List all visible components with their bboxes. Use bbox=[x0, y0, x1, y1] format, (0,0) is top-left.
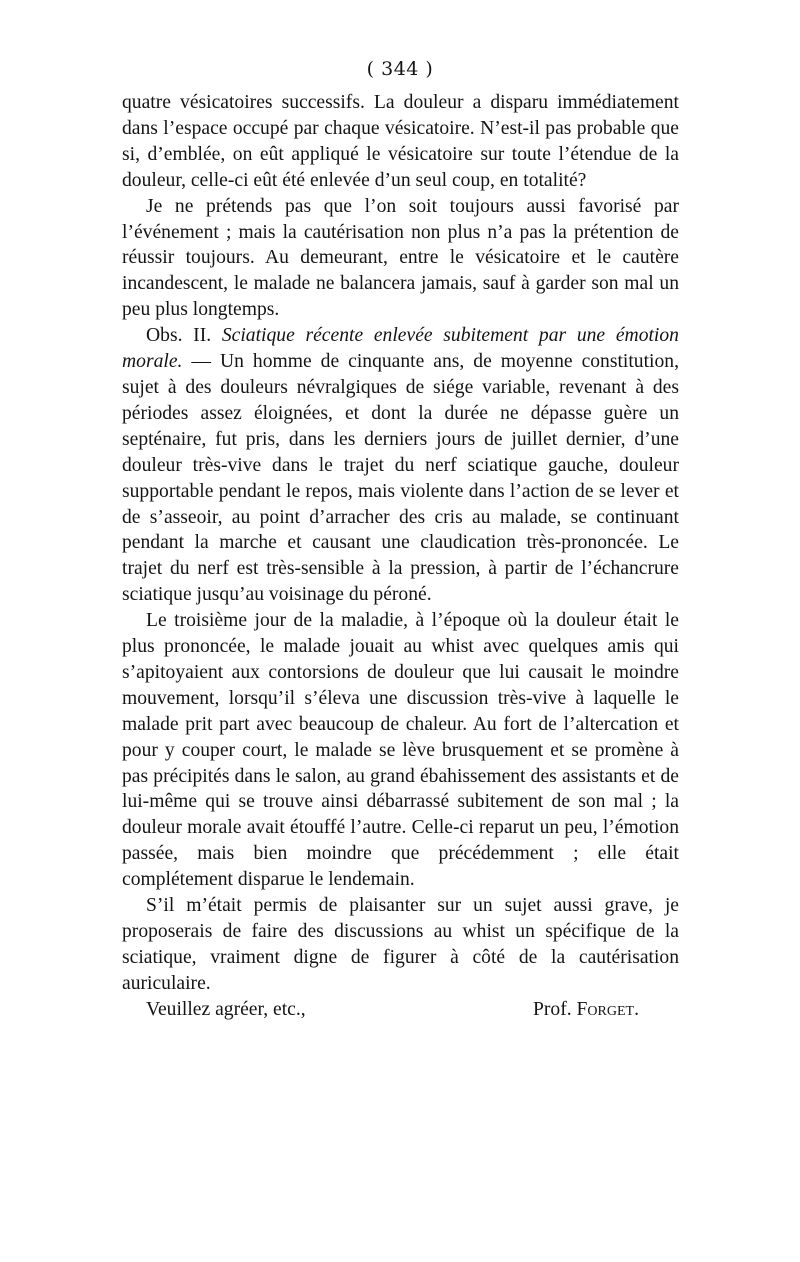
paragraph-vesicatoire-continuation: quatre vésicatoires successifs. La douleur a disparu immédiatement dans l’espace occupé par chaque vésicatoire. N’est-il pas probable que si, d’emblée, on eût appliqué le vésicatoire sur toute l’étendue de la douleur, celle-ci eût été enlevée d’un seul coup, en totalité? bbox=[122, 92, 679, 191]
observation-title: Sciatique récente enlevée subitement par une émotion morale. bbox=[122, 325, 679, 373]
author-signature bbox=[533, 997, 639, 1023]
observation-label: Obs. II. bbox=[146, 325, 212, 347]
paragraph-whist-episode: Le troisième jour de la maladie, à l’époque où la douleur était le plus prononcée, le malade jouait au whist avec quelques amis qui s’apitoyaient aux contorsions de douleur que lui causait le moindre mouvement, lorsqu’il s’éleva une discussion très-vive à laquelle le malade prit part avec beaucoup de chaleur. Au fort de l’altercation et pour y couper court, le malade se lève brusquement et se promène à pas précipités dans le salon, au grand ébahissement des assistants et de lui-même qui se trouve ainsi débarrassé subitement de son mal ; la douleur morale avait étouffé l’autre. Celle-ci reparut un peu, l’émotion passée, mais bien moindre que précédemment ; elle était complétement disparue le lendemain. bbox=[122, 610, 679, 891]
page-number: ( 344 ) bbox=[366, 58, 434, 80]
paragraph-observation-two bbox=[122, 323, 679, 608]
author-prefix: Prof. bbox=[532, 998, 572, 1020]
body-text bbox=[122, 90, 679, 1023]
observation-body: — Un homme de cinquante ans, de moyenne constitution, sujet à des douleurs névralgiques de siége variable, revenant à des périodes assez éloignées, et dont la durée ne dépasse guère un septénaire, fut pris, dans les derniers jours de juillet dernier, d’une douleur très-vive dans le trajet du nerf sciatique gauche, douleur supportable pendant le repos, mais violente dans l’action de se lever et de s’asseoir, au point d’arracher des cris au malade, se continuant pendant la marche et causant une claudication très-prononcée. Le trajet du nerf est très-sensible à la pression, à partir de l’échancrure sciatique jusqu’au voisinage du péroné. bbox=[122, 351, 679, 606]
paragraph-conclusion: S’il m’était permis de plaisanter sur un sujet aussi grave, je proposerais de faire des discussions au whist un spécifique de la sciatique, vraiment digne de figurer à côté de la cautérisation auriculaire. bbox=[122, 895, 679, 994]
closing-salutation: Veuillez agréer, etc., bbox=[146, 998, 306, 1020]
signature-line bbox=[122, 997, 679, 1023]
paragraph-cauterisation: Je ne prétends pas que l’on soit toujours aussi favorisé par l’événement ; mais la cautérisation non plus n’a pas la prétention de réussir toujours. Au demeurant, entre le vésicatoire et le cautère incandescent, le malade ne balancera jamais, sauf à garder son mal un peu plus longtemps. bbox=[122, 195, 679, 321]
author-name: Forget. bbox=[576, 998, 639, 1020]
